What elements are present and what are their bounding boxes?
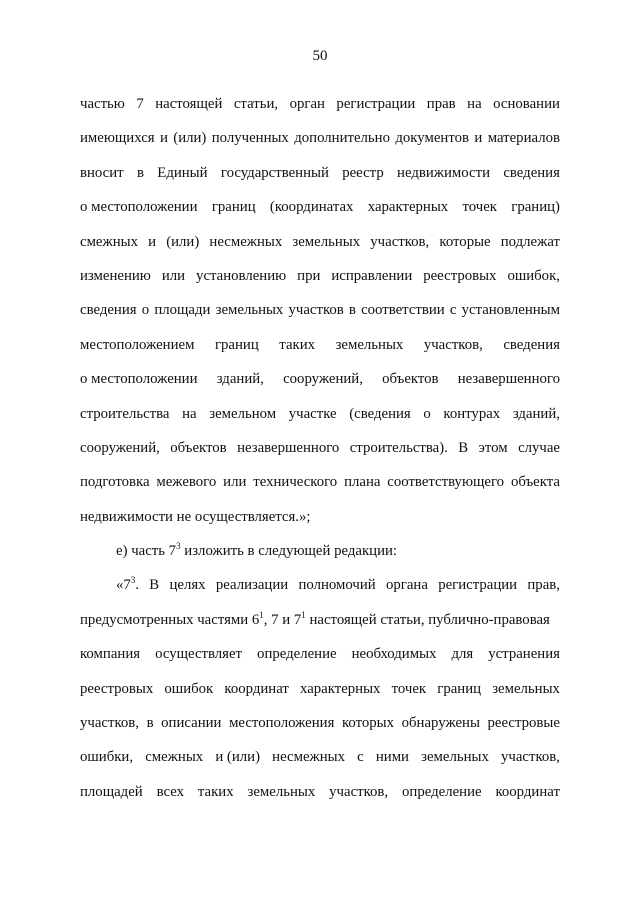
text-line bbox=[80, 368, 560, 402]
word: ними bbox=[375, 749, 409, 766]
paragraph-continuation bbox=[80, 93, 560, 540]
word: или bbox=[161, 267, 186, 284]
word: координат bbox=[224, 680, 289, 697]
word: земельных bbox=[215, 302, 284, 319]
word: земельных bbox=[421, 749, 489, 766]
word: объектов bbox=[170, 439, 227, 456]
word: реализации bbox=[215, 577, 289, 594]
word: основании bbox=[493, 96, 560, 112]
word: точек bbox=[391, 680, 427, 697]
text-line bbox=[80, 643, 560, 677]
word: и (или) bbox=[215, 749, 261, 766]
word: подготовка bbox=[80, 474, 150, 491]
word: зданий, bbox=[512, 405, 560, 422]
word: точек bbox=[462, 199, 497, 216]
page-number: 50 bbox=[312, 48, 328, 64]
word: (координатах bbox=[269, 199, 354, 216]
word: для bbox=[451, 646, 474, 663]
word: определение bbox=[402, 783, 482, 800]
word: ошибки, bbox=[80, 749, 134, 766]
word: таких bbox=[197, 783, 234, 800]
word: участков, bbox=[423, 336, 483, 353]
word: участков, bbox=[501, 749, 560, 766]
word: на bbox=[467, 96, 482, 112]
word: прав bbox=[426, 96, 456, 112]
word: координат bbox=[495, 783, 560, 800]
word: (сведения bbox=[349, 405, 411, 422]
word: сведения bbox=[503, 336, 560, 353]
word: таких bbox=[279, 336, 316, 353]
item-e-sup: 3 bbox=[176, 541, 181, 552]
word: целях bbox=[169, 577, 206, 594]
word: частью bbox=[80, 96, 125, 112]
word: подлежат bbox=[500, 233, 560, 250]
word: о местоположении bbox=[80, 199, 198, 216]
word: реестровые bbox=[487, 715, 560, 732]
word: имеющихся bbox=[80, 130, 155, 147]
word: сведения bbox=[80, 302, 137, 319]
word: ошибок, bbox=[507, 267, 560, 284]
word: местоположения bbox=[229, 715, 335, 732]
word: вносит bbox=[80, 164, 124, 181]
text-line bbox=[80, 299, 560, 333]
word: Единый bbox=[157, 164, 208, 181]
word: 7 bbox=[136, 96, 144, 112]
word: о местоположении bbox=[80, 371, 198, 388]
para-73-body bbox=[80, 643, 560, 815]
word: сооружений, bbox=[283, 371, 363, 388]
word: участков, bbox=[329, 783, 389, 800]
word: с bbox=[449, 302, 457, 319]
text-line bbox=[80, 712, 560, 746]
word: и bbox=[148, 233, 157, 250]
word: устранения bbox=[488, 646, 560, 663]
word: несмежных bbox=[209, 233, 283, 250]
word: которых bbox=[341, 715, 395, 732]
word: строительства). bbox=[349, 439, 448, 456]
word: в bbox=[146, 715, 154, 732]
para-73-mark: «$7^3$. bbox=[116, 575, 139, 594]
word: настоящей bbox=[155, 96, 223, 112]
word: случае bbox=[518, 439, 560, 456]
word: и bbox=[474, 130, 483, 147]
word: несмежных bbox=[272, 749, 345, 766]
word: площади bbox=[154, 302, 211, 319]
word: реестр bbox=[342, 164, 384, 181]
word: земельных bbox=[335, 336, 404, 353]
document-body bbox=[80, 93, 560, 815]
word: зданий, bbox=[216, 371, 264, 388]
word: обнаружены bbox=[401, 715, 480, 732]
text-line bbox=[80, 471, 560, 505]
word: реестровых bbox=[80, 680, 154, 697]
word: участков, bbox=[370, 233, 430, 250]
word: технического bbox=[253, 474, 338, 491]
word: материалов bbox=[487, 130, 560, 147]
word: земельных bbox=[247, 783, 316, 800]
word: границ bbox=[437, 680, 482, 697]
word: (или) bbox=[173, 130, 207, 147]
word: участков bbox=[288, 302, 344, 319]
word: или bbox=[223, 474, 247, 491]
word: В bbox=[149, 577, 160, 594]
text-line bbox=[80, 231, 560, 265]
word: земельных bbox=[292, 233, 361, 250]
word: участке bbox=[288, 405, 337, 422]
word: с bbox=[357, 749, 364, 766]
text-line bbox=[80, 403, 560, 437]
word: ошибок bbox=[164, 680, 214, 697]
word: установлению bbox=[196, 267, 287, 284]
word: смежных bbox=[145, 749, 204, 766]
word: (или) bbox=[166, 233, 200, 250]
word: межевого bbox=[156, 474, 217, 491]
word: дополнительно bbox=[294, 130, 390, 147]
word: статьи, bbox=[233, 96, 279, 112]
text-line bbox=[80, 678, 560, 712]
word: документов bbox=[395, 130, 469, 147]
word: полномочий bbox=[298, 577, 376, 594]
word: о bbox=[423, 405, 431, 422]
text-line bbox=[80, 127, 560, 161]
word: контурах bbox=[443, 405, 501, 422]
word: орган bbox=[289, 96, 325, 112]
text-line bbox=[80, 746, 560, 780]
word: реестровых bbox=[423, 267, 497, 284]
text-line bbox=[80, 265, 560, 299]
text-line bbox=[80, 93, 560, 127]
word: осуществляет bbox=[155, 646, 243, 663]
word: незавершенного bbox=[237, 439, 340, 456]
word: площадей bbox=[80, 783, 143, 800]
word: необходимых bbox=[351, 646, 437, 663]
word: определение bbox=[257, 646, 337, 663]
word: всех bbox=[156, 783, 184, 800]
word: границ) bbox=[511, 199, 560, 216]
text-line: недвижимости не осуществляется.»; bbox=[80, 508, 311, 525]
word: регистрации bbox=[336, 96, 416, 112]
word: на bbox=[182, 405, 197, 422]
word: незавершенного bbox=[457, 371, 560, 388]
item-e-before: е) часть 7 bbox=[116, 543, 177, 560]
word: В bbox=[458, 439, 469, 456]
word: установленным bbox=[461, 302, 560, 319]
word: границ bbox=[214, 336, 259, 353]
word: объекта bbox=[510, 474, 560, 491]
word: земельном bbox=[209, 405, 277, 422]
word: сведения bbox=[503, 164, 560, 181]
word: и bbox=[159, 130, 168, 147]
item-e-after: изложить в следующей редакции: bbox=[180, 543, 398, 560]
text-line bbox=[80, 162, 560, 196]
word: плана bbox=[344, 474, 381, 491]
text-line bbox=[80, 196, 560, 230]
word: прав, bbox=[527, 577, 560, 594]
word: строительства bbox=[80, 405, 170, 422]
word: описании bbox=[161, 715, 222, 732]
para-73-second-line: предусмотренных частями $6^1$, 7 и $7^1$ настоящей статьи, публично-правовая bbox=[80, 609, 550, 628]
para-73-first-line bbox=[80, 574, 560, 608]
word: объектов bbox=[382, 371, 439, 388]
word: сооружений, bbox=[80, 439, 160, 456]
word: при bbox=[297, 267, 321, 284]
word: характерных bbox=[367, 199, 449, 216]
word: исправлении bbox=[331, 267, 413, 284]
text-line bbox=[80, 334, 560, 368]
word: земельных bbox=[492, 680, 560, 697]
word: местоположением bbox=[80, 336, 195, 353]
word: регистрации bbox=[438, 577, 518, 594]
word: соответствующего bbox=[387, 474, 505, 491]
word: изменению bbox=[80, 267, 151, 284]
word: участков, bbox=[80, 715, 139, 732]
word: которые bbox=[439, 233, 491, 250]
text-line bbox=[80, 781, 560, 815]
word: о bbox=[141, 302, 150, 319]
text-line bbox=[80, 437, 560, 471]
word: в bbox=[136, 164, 144, 181]
item-e bbox=[80, 540, 560, 574]
word: смежных bbox=[80, 233, 138, 250]
word: недвижимости bbox=[397, 164, 490, 181]
word: полученных bbox=[211, 130, 289, 147]
word: в bbox=[348, 302, 356, 319]
word: соответствии bbox=[361, 302, 445, 319]
word: характерных bbox=[300, 680, 381, 697]
word: государственный bbox=[220, 164, 329, 181]
word: компания bbox=[80, 646, 141, 663]
word: границ bbox=[211, 199, 256, 216]
word: этом bbox=[478, 439, 508, 456]
word: органа bbox=[385, 577, 428, 594]
